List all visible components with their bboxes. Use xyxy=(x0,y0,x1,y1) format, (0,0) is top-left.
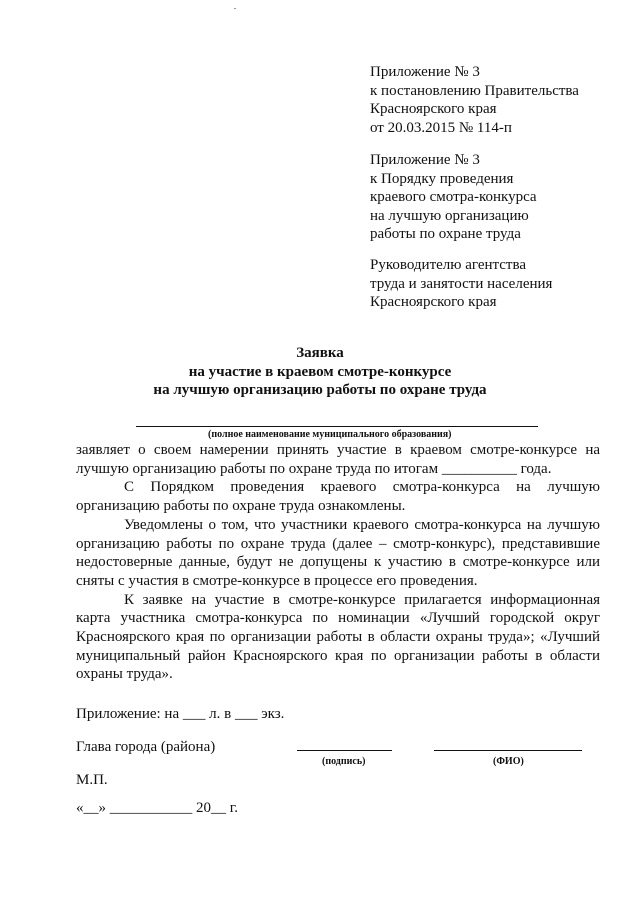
appendix-line: краевого смотра-конкурса xyxy=(370,189,537,206)
attachment-line: Приложение: на ___ л. в ___ экз. xyxy=(76,706,285,722)
title-line: на лучшую организацию работы по охране труда xyxy=(153,382,487,399)
title-line: Заявка xyxy=(296,345,344,361)
head-of-city-label: Глава города (района) xyxy=(76,739,216,755)
signature-field[interactable] xyxy=(297,750,392,751)
month-field[interactable]: ___________ xyxy=(109,800,193,816)
attachment-info-paragraph: К заявке на участие в смотре-конкурсе прилагается информационная карта участника смотра-конкурса по номинации «Лучший городской округ Красноярского края по организации работы в области охраны труда»; «Лучший муниципальный район Красноярского края по организации работы в области охраны труда». xyxy=(76,591,600,683)
appendix-line: к Порядку проведения xyxy=(370,170,514,187)
appendix-line: работы по охране труда xyxy=(370,226,521,243)
appendix-line: от 20.03.2015 № 114-п xyxy=(370,119,512,136)
day-field[interactable]: __ xyxy=(83,800,99,816)
copies-count-field[interactable]: ___ xyxy=(234,706,258,722)
addressee-line: труда и занятости населения xyxy=(370,275,553,292)
municipality-name-caption: (полное наименование муниципального образования) xyxy=(208,429,452,440)
scan-mark xyxy=(234,8,236,9)
addressee-block xyxy=(370,256,552,312)
appendix-header-procedure xyxy=(370,151,537,244)
year-field[interactable]: __________ xyxy=(441,460,517,477)
document-title xyxy=(0,344,640,400)
year-suffix-field[interactable]: __ xyxy=(211,800,226,816)
notification-paragraph: Уведомлены о том, что участники краевого смотра-конкурса на лучшую организацию работы по охране труда (далее – смотр-конкурс), представившие недостоверные данные, будут не допущены к участию в смотре-конкурсе или сняты с участия в смотре-конкурсе в процессе его проведения. xyxy=(76,516,600,589)
application-body xyxy=(76,441,600,684)
appendix-header-government-decree xyxy=(370,63,579,137)
appendix-line: Приложение № 3 xyxy=(370,152,480,168)
stamp-placeholder: М.П. xyxy=(76,772,108,788)
title-line: на участие в краевом смотре-конкурсе xyxy=(188,363,452,380)
full-name-caption: (ФИО) xyxy=(493,756,524,767)
appendix-line: Приложение № 3 xyxy=(370,64,480,80)
addressee-line: Красноярского края xyxy=(370,294,497,311)
municipality-name-field[interactable] xyxy=(136,426,538,427)
date-line: «__» ___________ 20__ г. xyxy=(76,800,238,816)
sheets-count-field[interactable]: ___ xyxy=(182,706,206,722)
appendix-line: к постановлению Правительства xyxy=(370,82,579,99)
appendix-line: Красноярского края xyxy=(370,101,497,118)
full-name-field[interactable] xyxy=(434,750,582,751)
appendix-line: на лучшую организацию xyxy=(370,207,529,224)
intent-paragraph: заявляет о своем намерении принять участие в краевом смотре-конкурсе на лучшую организацию работы по охране труда по итогам __________ года. xyxy=(76,442,600,477)
addressee-line: Руководителю агентства xyxy=(370,257,527,273)
signature-caption: (подпись) xyxy=(322,756,366,767)
procedure-acknowledgement-paragraph: С Порядком проведения краевого смотра-конкурса на лучшую организацию работы по охране труда ознакомлены. xyxy=(76,479,600,515)
